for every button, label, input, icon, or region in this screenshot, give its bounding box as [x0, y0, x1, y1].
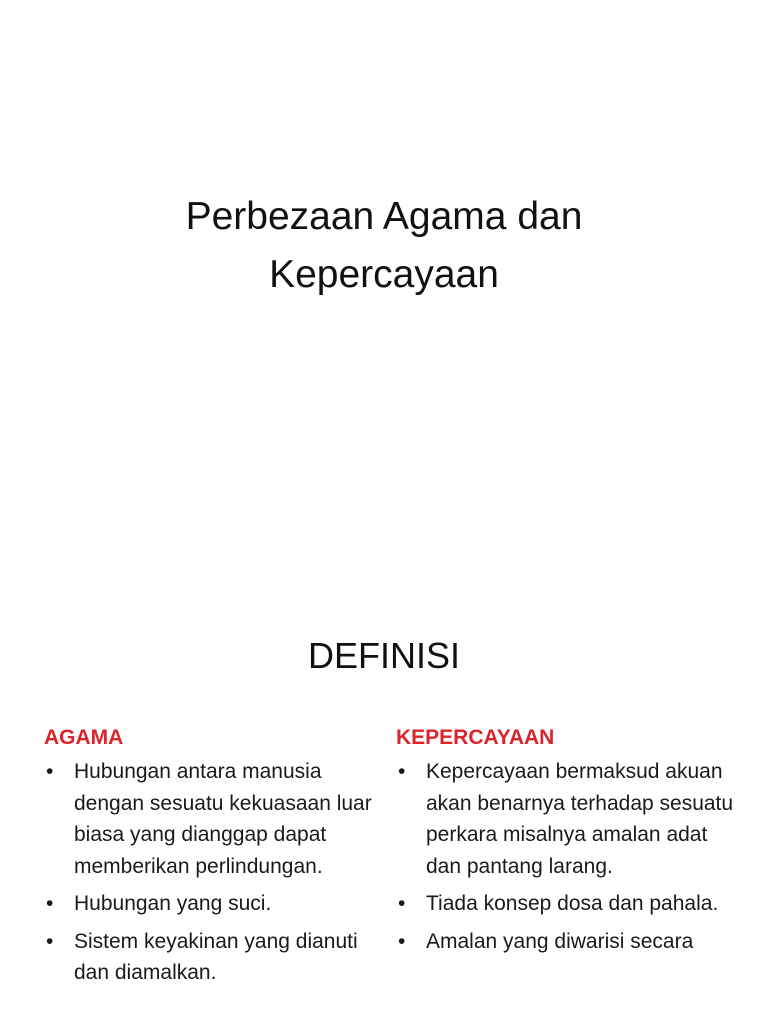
- slide-title-line-1: Perbezaan Agama dan: [185, 195, 583, 238]
- list-item: [44, 926, 374, 989]
- list-item: [44, 756, 374, 882]
- list-item-text: Hubungan antara manusia dengan sesuatu kekuasaan luar biasa yang dianggap dapat memberikan perlindungan.: [74, 760, 372, 878]
- bullet-icon: •: [398, 760, 406, 783]
- kepercayaan-column: [396, 724, 746, 963]
- agama-column-title: AGAMA: [44, 726, 124, 749]
- agama-bullet-list: [44, 756, 374, 989]
- agama-column: [44, 724, 374, 995]
- list-item: [44, 888, 374, 920]
- slide-title-line-2: Kepercayaan: [269, 253, 499, 296]
- bullet-icon: •: [46, 892, 54, 915]
- bullet-icon: •: [398, 892, 406, 915]
- kepercayaan-column-title: KEPERCAYAAN: [396, 726, 555, 749]
- list-item: [396, 888, 746, 920]
- definition-heading: DEFINISI: [307, 635, 460, 676]
- definition-slide: [0, 576, 768, 1024]
- list-item: [396, 926, 746, 958]
- list-item: [396, 756, 746, 882]
- bullet-icon: •: [398, 929, 406, 953]
- list-item-text: Amalan yang diwarisi secara: [426, 929, 694, 953]
- list-item-text: Hubungan yang suci.: [74, 892, 272, 915]
- kepercayaan-bullet-list: [396, 756, 746, 957]
- slide-title: [0, 188, 768, 304]
- bullet-icon: •: [46, 929, 54, 953]
- list-item-text: Tiada konsep dosa dan pahala.: [426, 892, 719, 915]
- bullet-icon: •: [46, 760, 54, 783]
- list-item-text: Sistem keyakinan yang dianuti dan diamalkan.: [74, 929, 358, 984]
- list-item-text: Kepercayaan bermaksud akuan akan benarnya terhadap sesuatu perkara misalnya amalan adat dan pantang larang.: [426, 760, 734, 878]
